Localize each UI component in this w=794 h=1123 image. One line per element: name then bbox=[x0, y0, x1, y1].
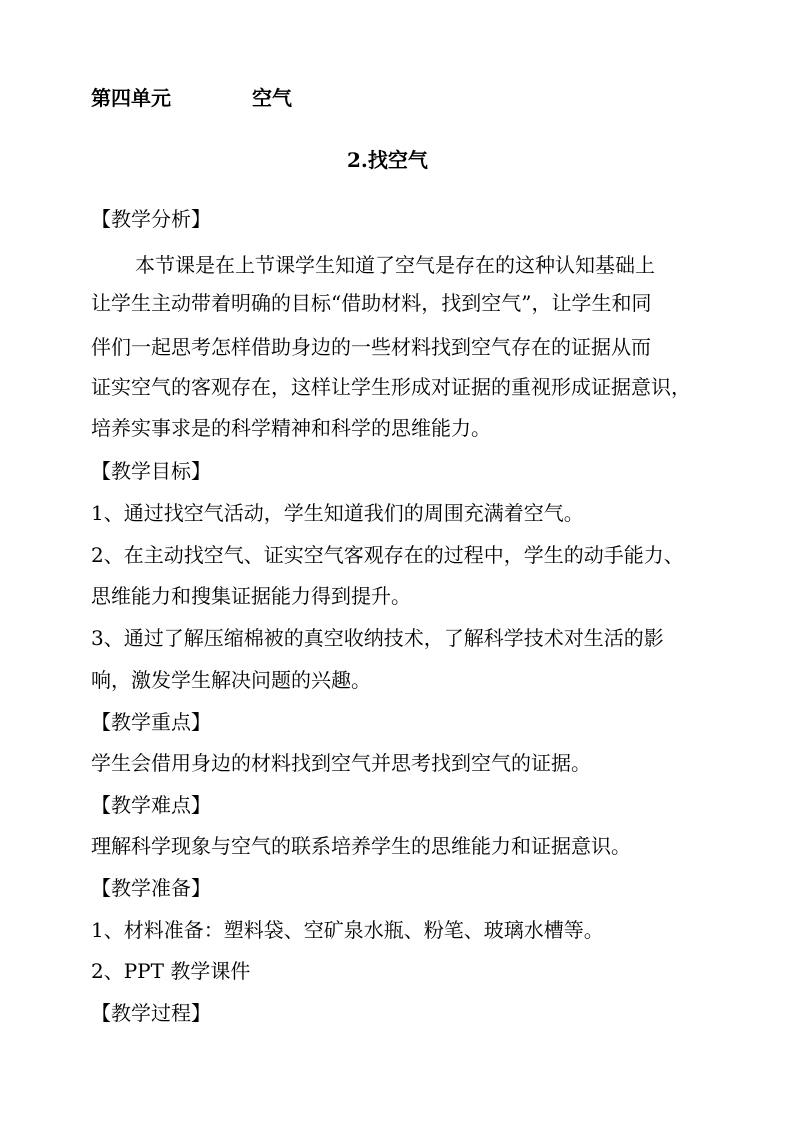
goals-line: 1、通过找空气活动，学生知道我们的周围充满着空气。 bbox=[91, 501, 584, 525]
goals-line: 3、通过了解压缩棉被的真空收纳技术，了解科学技术对生活的影 bbox=[91, 626, 664, 650]
analysis-line: 让学生主动带着明确的目标“借助材料，找到空气”，让学生和同 bbox=[91, 291, 652, 315]
preparation-line: 2、PPT 教学课件 bbox=[91, 959, 251, 983]
unit-title: 第四单元 bbox=[91, 86, 171, 110]
section-heading-preparation: 【教学准备】 bbox=[91, 876, 211, 900]
preparation-line: 1、材料准备：塑料袋、空矿泉水瓶、粉笔、玻璃水槽等。 bbox=[91, 918, 604, 942]
goals-line: 2、在主动找空气、证实空气客观存在的过程中，学生的动手能力、 bbox=[91, 543, 684, 567]
analysis-line: 培养实事求是的科学精神和科学的思维能力。 bbox=[91, 416, 491, 440]
analysis-line: 本节课是在上节课学生知道了空气是存在的这种认知基础上 bbox=[135, 253, 655, 277]
lesson-title: 2.找空气 bbox=[347, 148, 428, 172]
goals-line: 思维能力和搜集证据能力得到提升。 bbox=[91, 584, 411, 608]
analysis-line: 伴们一起思考怎样借助身边的一些材料找到空气存在的证据从而 bbox=[91, 335, 651, 359]
section-heading-key-points: 【教学重点】 bbox=[91, 710, 211, 734]
difficulties-line: 理解科学现象与空气的联系培养学生的思维能力和证据意识。 bbox=[91, 834, 631, 858]
section-heading-difficulties: 【教学难点】 bbox=[91, 793, 211, 817]
section-heading-analysis: 【教学分析】 bbox=[91, 207, 211, 231]
analysis-line: 证实空气的客观存在，这样让学生形成对证据的重视形成证据意识， bbox=[91, 375, 691, 399]
goals-line: 响，激发学生解决问题的兴趣。 bbox=[91, 668, 371, 692]
key-points-line: 学生会借用身边的材料找到空气并思考找到空气的证据。 bbox=[91, 751, 591, 775]
section-heading-goals: 【教学目标】 bbox=[91, 459, 211, 483]
unit-subject: 空气 bbox=[252, 86, 292, 110]
section-heading-process: 【教学过程】 bbox=[91, 1001, 211, 1025]
